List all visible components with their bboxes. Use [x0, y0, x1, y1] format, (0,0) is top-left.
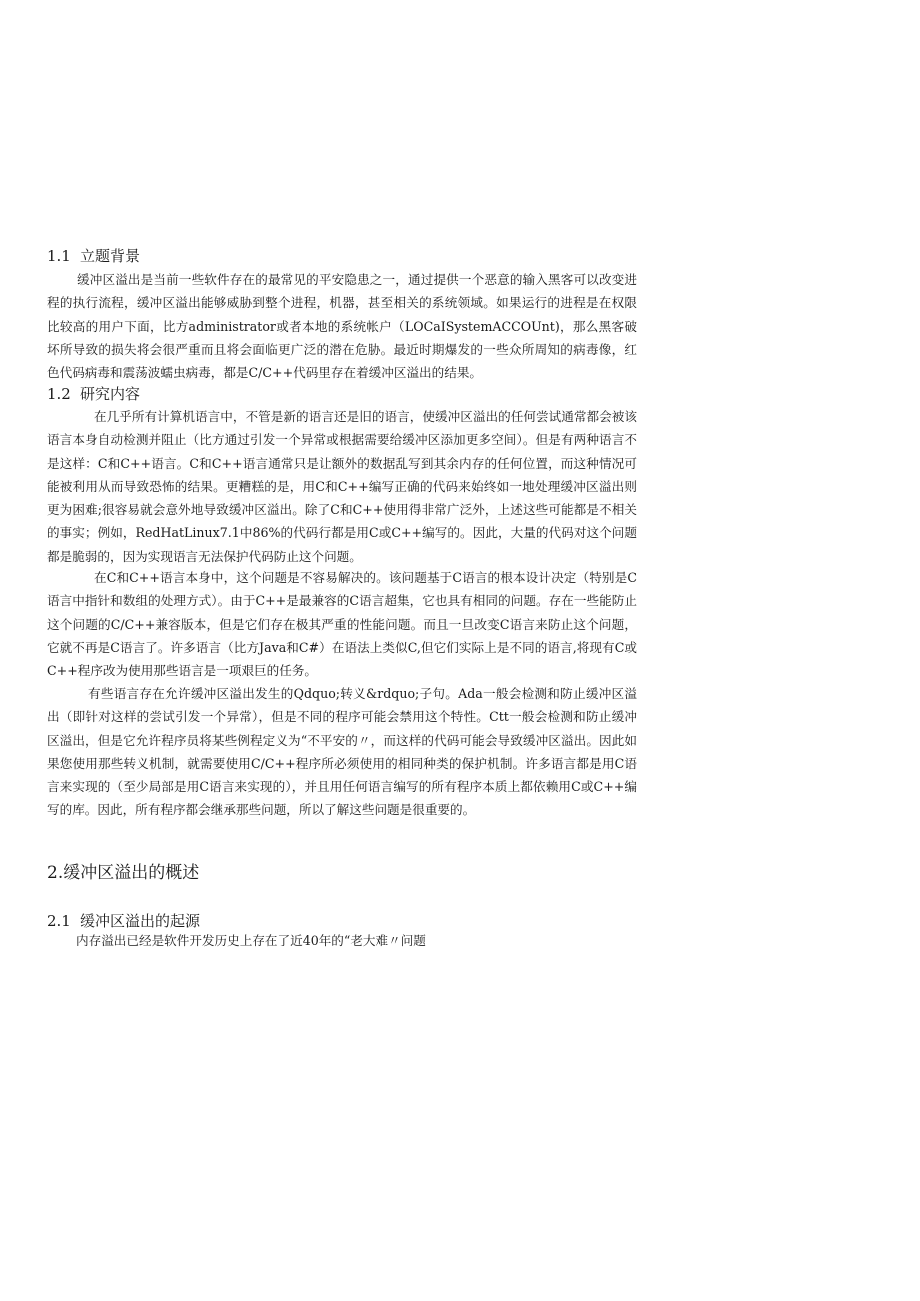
- section-heading-1-2: [47, 382, 140, 406]
- section-title: 立题背景: [80, 247, 141, 265]
- paragraph-research-1: 在几乎所有计算机语言中，不管是新的语言还是旧的语言，使缓冲区溢出的任何尝试通常都会被该语言本身自动检测并阻止（比方通过引发一个异常或根据需要给缓冲区添加更多空间）。但是有两种语言不是这样：C和C++语言。C和C++语言通常只是让额外的数据乱写到其余内存的任何位置，而这种情况可能被利用从而导致恐怖的结果。更糟糕的是，用C和C++编写正确的代码来始终如一地处理缓冲区溢出则更为困难;很容易就会意外地导致缓冲区溢出。除了C和C++使用得非常广泛外，上述这些可能都是不相关的事实；例如，RedHatLinux7.1中86%的代码行都是用C或C++编写的。因此，大量的代码对这个问题都是脆弱的，因为实现语言无法保护代码防止这个问题。: [47, 409, 637, 564]
- chapter-heading-2: 2.缓冲区溢出的概述: [47, 863, 200, 883]
- section-title: 缓冲区溢出的起源: [80, 912, 201, 930]
- section-title: 研究内容: [80, 385, 141, 403]
- paragraph-origin: 内存溢出已经是软件开发历史上存在了近40年的“老大难〃问题: [76, 933, 426, 948]
- paragraph-background: 缓冲区溢出是当前一些软件存在的最常见的平安隐患之一，通过提供一个恶意的输入黑客可以改变进程的执行流程，缓冲区溢出能够威胁到整个进程，机器，甚至相关的系统领域。如果运行的进程是在权限比较高的用户下面，比方administrator或者本地的系统帐户（LOCaISystemACCOUnt)，那么黑客破坏所导致的损失将会很严重而且将会面临更广泛的潜在危胁。最近时期爆发的一些众所周知的病毒像，红色代码病毒和震荡波蠕虫病毒，都是C/C++代码里存在着缓冲区溢出的结果。: [47, 272, 637, 381]
- section-number: 1.1: [47, 247, 71, 265]
- paragraph-research-3: 有些语言存在允许缓冲区溢出发生的Qdquo;转义&rdquo;子句。Ada一般会检测和防止缓冲区溢出（即针对这样的尝试引发一个异常），但是不同的程序可能会禁用这个特性。Ctt一般会检测和防止缓冲区溢出，但是它允许程序员将某些例程定义为“不平安的〃，而这样的代码可能会导致缓冲区溢出。因此如果您使用那些转义机制，就需要使用C/C++程序所必须使用的相同种类的保护机制。许多语言都是用C语言来实现的（至少局部是用C语言来实现的），并且用任何语言编写的所有程序本质上都依赖用C或C++编写的库。因此，所有程序都会继承那些问题，所以了解这些问题是很重要的。: [47, 686, 637, 818]
- section-heading-2-1: [47, 910, 200, 932]
- paragraph-research-2: 在C和C++语言本身中，这个问题是不容易解决的。该问题基于C语言的根本设计决定（特别是C语言中指针和数组的处理方式）。由于C++是最兼容的C语言超集，它也具有相同的问题。存在一些能防止这个问题的C/C++兼容版本，但是它们存在极其严重的性能问题。而且一旦改变C语言来防止这个问题，它就不再是C语言了。许多语言（比方Java和C#）在语法上类似C,但它们实际上是不同的语言,将现有C或C++程序改为使用那些语言是一项艰巨的任务。: [47, 570, 637, 679]
- section-heading-1-1: [47, 244, 140, 268]
- section-number: 1.2: [47, 385, 71, 403]
- section-number: 2.1: [47, 912, 71, 930]
